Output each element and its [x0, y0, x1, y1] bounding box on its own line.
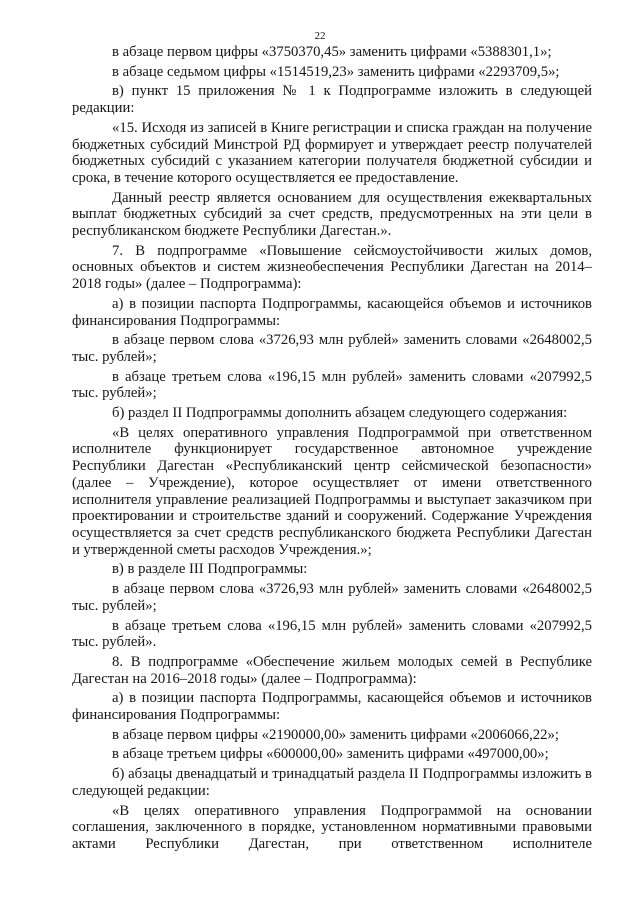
paragraph: в абзаце первом цифры «2190000,00» заменить цифрами «2006066,22»;	[112, 726, 559, 743]
paragraph: а) в позиции паспорта Подпрограммы, касающейся объемов и источников финансирования Подпрограммы:	[72, 295, 592, 329]
page-number: 22	[314, 30, 326, 42]
paragraph: в абзаце третьем цифры «600000,00» заменить цифрами «497000,00»;	[112, 746, 549, 763]
paragraph: в абзаце седьмом цифры «1514519,23» заменить цифрами «2293709,5»;	[112, 63, 560, 80]
paragraph: а) в позиции паспорта Подпрограммы, касающейся объемов и источников финансирования Подпрограммы:	[72, 690, 592, 724]
paragraph: 8. В подпрограмме «Обеспечение жильем молодых семей в Республике Дагестан на 2016–2018 годы» (далее – Подпрограмма):	[72, 653, 592, 687]
paragraph: в абзаце третьем слова «196,15 млн рублей» заменить словами «207992,5 тыс. рублей».	[72, 617, 592, 651]
document-body	[72, 44, 592, 856]
paragraph: в абзаце третьем слова «196,15 млн рублей» заменить словами «207992,5 тыс. рублей»;	[72, 368, 592, 402]
paragraph: в) в разделе III Подпрограммы:	[112, 561, 308, 578]
paragraph: в абзаце первом слова «3726,93 млн рублей» заменить словами «2648002,5 тыс. рублей»;	[72, 332, 592, 365]
paragraph: б) раздел II Подпрограммы дополнить абзацем следующего содержания:	[112, 405, 568, 422]
paragraph: в абзаце первом цифры «3750370,45» заменить цифрами «5388301,1»;	[112, 44, 552, 60]
paragraph: б) абзацы двенадцатый и тринадцатый раздела II Подпрограммы изложить в следующей редакции:	[72, 766, 592, 799]
paragraph: «В целях оперативного управления Подпрограммой при ответственном исполнителе функционирует государственное автономное учреждение Республики Дагестан «Республиканский центр сейсмической безопасности» (далее – Учреждение), которое осуществляет от имени ответственного исполнителя управление реализацией Подпрограммы и выступает заказчиком при проектировании и строительстве зданий и сооружений. Содержание Учреждения осуществляется за счет средств республиканского бюджета Республики Дагестан и утвержденной сметы расходов Учреждения.»;	[72, 424, 592, 558]
paragraph: «В целях оперативного управления Подпрограммой на основании соглашения, заключенного в порядке, установленном нормативными правовыми актами Республики Дагестан, при ответственном исполнителе	[72, 802, 592, 852]
paragraph: Данный реестр является основанием для осуществления ежеквартальных выплат бюджетных субсидий за счет средств, предусмотренных на эти цели в республиканском бюджете Республики Дагестан.».	[72, 189, 592, 240]
paragraph: «15. Исходя из записей в Книге регистрации и списка граждан на получение бюджетных субсидий Минстрой РД формирует и утверждает реестр получателей бюджетных субсидий с указанием категории получателя бюджетной субсидии и срока, в течение которого осуществляется ее предоставление.	[72, 119, 592, 186]
paragraph: 7. В подпрограмме «Повышение сейсмоустойчивости жилых домов, основных объектов и систем жизнеобеспечения Республики Дагестан на 2014–2018 годы» (далее – Подпрограмма):	[72, 242, 592, 293]
paragraph: в) пункт 15 приложения № 1 к Подпрограмме изложить в следующей редакции:	[72, 83, 592, 117]
paragraph: в абзаце первом слова «3726,93 млн рублей» заменить словами «2648002,5 тыс. рублей»;	[72, 581, 592, 614]
